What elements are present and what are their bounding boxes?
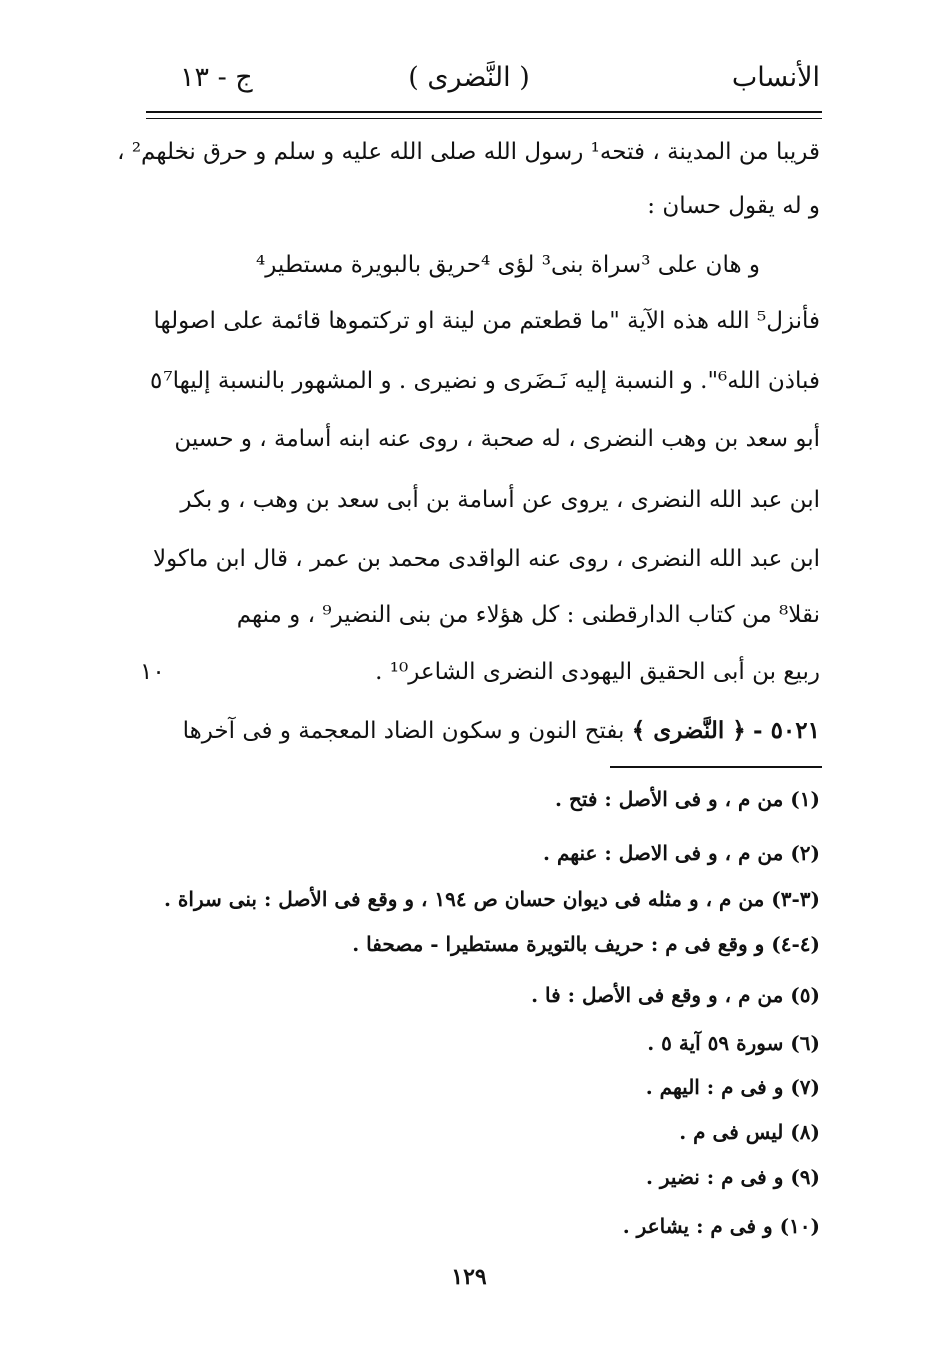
footnote-5: (٥) من م ، و وقع فى الأصل : فا . — [531, 983, 820, 1007]
entry-title: ﴿ النَّضرى ﴾ — [631, 717, 746, 744]
body-line-4: فأنزل⁵ الله هذه الآية "ما قطعتم من لينة او تركتموها قائمة على اصولها — [153, 308, 820, 334]
body-line-5: فباذن الله⁶". و النسبة إليه نَـضَرى و نضيرى . و المشهور بالنسبة إليها⁷ — [163, 368, 820, 394]
running-header-volume: ج - ١٣ — [180, 62, 253, 93]
footnote-2: (٢) من م ، و فى الاصل : عنهم . — [543, 841, 820, 865]
footnote-1: (١) من م ، و فى الأصل : فتح . — [555, 787, 820, 811]
body-line-8: ابن عبد الله النضرى ، روى عنه الواقدى محمد بن عمر ، قال ابن ماكولا — [153, 546, 820, 572]
page-number: ١٢٩ — [451, 1264, 487, 1290]
footnote-9: (٩) و فى م : نضير . — [645, 1165, 820, 1189]
entry-line — [183, 716, 820, 746]
footnote-7: (٧) و فى م : اليهم . — [645, 1075, 820, 1099]
running-header-book-title: الأنساب — [731, 62, 820, 93]
footnote-3: (٣-٣) من م ، و مثله فى ديوان حسان ص ١٩٤ ، و وقع فى الأصل : بنى سراة . — [164, 887, 820, 911]
footnote-rule — [610, 766, 822, 768]
footnote-10: (١٠) و فى م : يشاعر . — [622, 1214, 820, 1238]
footnote-8: (٨) ليس فى م . — [679, 1120, 820, 1144]
body-line-9: نقلا⁸ من كتاب الدارقطنى : كل هؤلاء من بنى النضير⁹ ، و منهم — [236, 602, 820, 628]
body-line-7: ابن عبد الله النضرى ، يروى عن أسامة بن أبى سعد بن وهب ، و بكر — [180, 487, 820, 513]
line-number-5: ٥ — [150, 368, 163, 394]
verse-line: و هان على ³سراة بنى³ لؤى ⁴حريق بالبويرة مستطير⁴ — [255, 252, 760, 278]
header-rule-thin — [146, 118, 822, 119]
entry-text: بفتح النون و سكون الضاد المعجمة و فى آخرها — [182, 718, 625, 744]
body-line-6: أبو سعد بن وهب النضرى ، له صحبة ، روى عنه ابنه أسامة ، و حسين — [174, 426, 820, 452]
running-header-entry: ( النَّضرى ) — [408, 62, 530, 93]
body-line-1: قريبا من المدينة ، فتحه¹ رسول الله صلى الله عليه و سلم و حرق نخلهم² ، — [117, 139, 820, 165]
entry-number: ٥٠٢١ - — [753, 717, 820, 744]
body-line-2: و له يقول حسان : — [647, 193, 820, 219]
body-line-10: ربيع بن أبى الحقيق اليهودى النضرى الشاعر¹⁰ . — [375, 659, 820, 685]
header-rule — [146, 111, 822, 113]
footnote-6: (٦) سورة ٥٩ آية ٥ . — [647, 1031, 820, 1055]
line-number-10: ١٠ — [140, 659, 165, 685]
footnote-4: (٤-٤) و وقع فى م : حريف بالتويرة مستطيرا - مصحفا . — [352, 932, 820, 956]
